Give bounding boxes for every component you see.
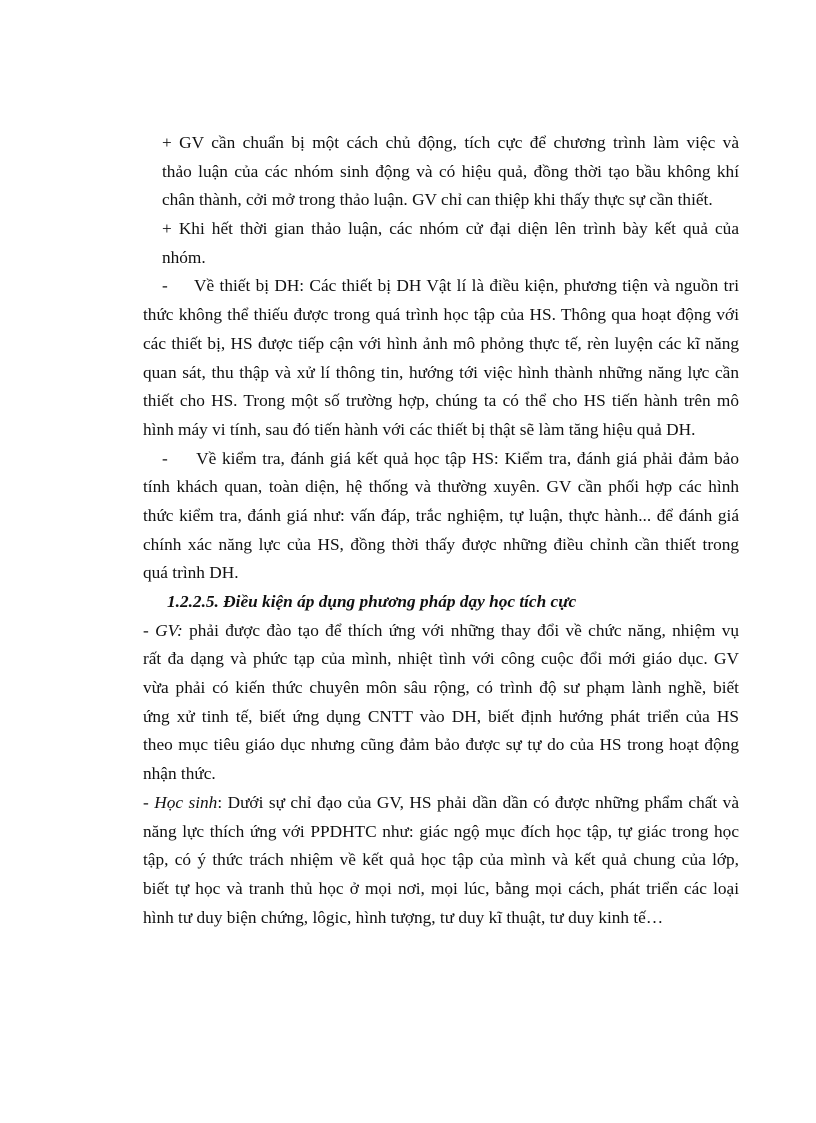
bullet-line: - Về thiết bị DH: Các thiết bị DH Vật lí là điều kiện, phương tiện và nguồn tri (162, 276, 739, 296)
hs-label: Học sinh (154, 792, 218, 812)
gv-paragraph-first-line (143, 617, 739, 646)
paragraph-line: quan sát, thu thập và xử lí thông tin, hướng tới việc hình thành những năng lực cần (143, 362, 739, 382)
paragraph-line: ứng xử tinh tế, biết ứng dụng CNTT vào DH, biết định hướng phát triển của HS (143, 706, 739, 726)
paragraph-line: chính xác năng lực của HS, đồng thời thấy được những điều chỉnh cần thiết trong (143, 534, 739, 554)
paragraph-line: thiết cho HS. Trong một số trường hợp, chúng ta có thể cho HS tiến hành trên mô (143, 391, 739, 411)
paragraph-line: hình máy vi tính, sau đó tiến hành với các thiết bị thật sẽ làm tăng hiệu quả DH. (143, 419, 696, 439)
gv-prefix: - (143, 620, 156, 640)
paragraph-line: nhận thức. (143, 764, 216, 784)
gv-first-text: phải được đào tạo để thích ứng với những thay đổi về chức năng, nhiệm vụ (182, 620, 739, 640)
document-body (143, 129, 739, 932)
bullet-line: - Về kiểm tra, đánh giá kết quả học tập HS: Kiểm tra, đánh giá phải đảm bảo (162, 448, 739, 468)
section-heading: 1.2.2.5. Điều kiện áp dụng phương pháp dạy học tích cực (167, 592, 577, 611)
paragraph-line: các thiết bị, HS được tiếp cận với hình ảnh mô phỏng thực tế, rèn luyện các kĩ năng (143, 333, 739, 353)
paragraph-line: chân thành, cởi mở trong thảo luận. GV chỉ can thiệp khi thấy thực sự cần thiết. (162, 190, 713, 210)
paragraph-line: tính khách quan, toàn diện, hệ thống và thường xuyên. GV cần phối hợp các hình (143, 477, 739, 497)
paragraph-line: thức kiểm tra, đánh giá như: vấn đáp, trắc nghiệm, tự luận, thực hành... để đánh giá (143, 505, 739, 525)
paragraph-line: năng lực thích ứng với PPDHTC như: giác ngộ mục đích học tập, tự giác trong học (143, 821, 739, 841)
hs-paragraph-first-line (143, 789, 739, 818)
paragraph-line: theo mục tiêu giáo dục nhưng cũng đảm bảo được sự tự do của HS trong hoạt động (143, 735, 739, 755)
paragraph-line: + GV cần chuẩn bị một cách chủ động, tích cực để chương trình làm việc và (162, 133, 739, 152)
paragraph-line: thảo luận của các nhóm sinh động và có hiệu quả, đồng thời tạo bầu không khí (162, 161, 739, 181)
paragraph-line: tập, có ý thức trách nhiệm về kết quả học tập của mình và kết quả chung của lớp, (143, 850, 739, 870)
paragraph-line: nhóm. (162, 247, 206, 267)
paragraph-line: hình tư duy biện chứng, lôgic, hình tượng, tư duy kĩ thuật, tư duy kinh tế… (143, 907, 664, 927)
paragraph-line: vừa phải có kiến thức chuyên môn sâu rộng, có trình độ sư phạm lành nghề, biết (143, 678, 739, 698)
gv-label: GV: (155, 620, 183, 640)
paragraph-line: + Khi hết thời gian thảo luận, các nhóm cử đại diện lên trình bày kết quả của (162, 219, 739, 239)
paragraph-line: thức không thể thiếu được trong quá trình học tập của HS. Thông qua hoạt động với (143, 305, 739, 325)
paragraph-line: biết tự học và tranh thủ học ở mọi nơi, mọi lúc, bằng mọi cách, phát triển các loại (143, 878, 739, 898)
paragraph-line: rất đa dạng và phức tạp của mình, nhiệt tình với công cuộc đổi mới giáo dục. GV (143, 649, 739, 669)
paragraph-line: quá trình DH. (143, 563, 239, 583)
hs-prefix: - (143, 792, 155, 812)
hs-first-text: : Dưới sự chỉ đạo của GV, HS phải dần dần có được những phẩm chất và (217, 792, 739, 812)
